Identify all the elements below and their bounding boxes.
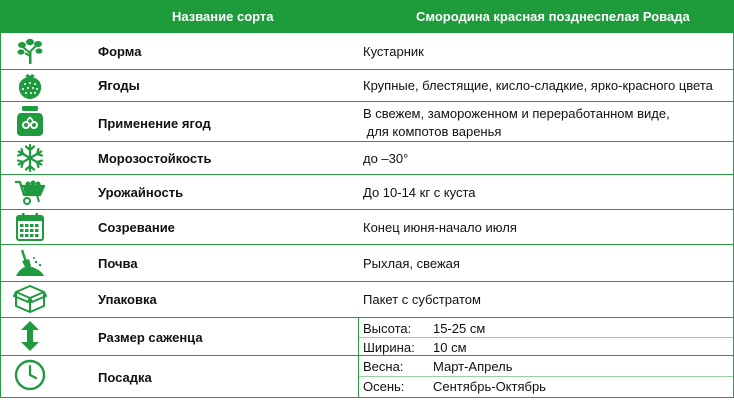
row-value: Рыхлая, свежая bbox=[363, 256, 460, 271]
row-value: Пакет с субстратом bbox=[363, 292, 481, 307]
row-label: Упаковка bbox=[98, 292, 157, 307]
row-value: Конец июня-начало июля bbox=[363, 220, 517, 235]
size-width-value: 10 см bbox=[433, 340, 467, 355]
row-label: Почва bbox=[98, 256, 138, 271]
row-value-line-1: В свежем, замороженном и переработанном виде, bbox=[363, 106, 670, 121]
table-row bbox=[0, 142, 734, 174]
table-header bbox=[0, 0, 734, 33]
row-label: Форма bbox=[98, 44, 142, 59]
table-row bbox=[0, 210, 734, 244]
calendar-icon bbox=[12, 212, 48, 242]
planting-autumn-label: Осень: bbox=[363, 379, 405, 394]
clock-icon bbox=[12, 360, 48, 390]
shovel-soil-icon bbox=[12, 248, 48, 278]
wheelbarrow-icon bbox=[12, 177, 48, 207]
jam-jar-icon bbox=[12, 106, 48, 136]
vertical-arrows-icon bbox=[12, 321, 48, 351]
row-label: Посадка bbox=[98, 370, 152, 385]
planting-spring-label: Весна: bbox=[363, 359, 404, 374]
table-row bbox=[0, 33, 734, 69]
row-value: До 10-14 кг с куста bbox=[363, 185, 476, 200]
table-row bbox=[0, 245, 734, 281]
row-value: Крупные, блестящие, кисло-сладкие, ярко-красного цвета bbox=[363, 78, 713, 93]
row-value: до –30° bbox=[363, 151, 409, 166]
row-label: Урожайность bbox=[98, 185, 184, 200]
row-value-line-2: для компотов варенья bbox=[363, 124, 502, 139]
header-variety-name: Название сорта bbox=[172, 9, 274, 24]
tree-icon bbox=[12, 36, 48, 66]
table-row bbox=[0, 175, 734, 209]
table-row bbox=[0, 102, 734, 141]
row-label: Ягоды bbox=[98, 78, 140, 93]
table-row bbox=[0, 282, 734, 317]
row-label: Применение ягод bbox=[98, 116, 211, 131]
package-box-icon bbox=[12, 284, 48, 314]
berry-icon bbox=[12, 71, 48, 101]
planting-spring-value: Март-Апрель bbox=[433, 359, 513, 374]
table-row bbox=[0, 70, 734, 101]
row-label: Созревание bbox=[98, 220, 175, 235]
row-label: Морозостойкость bbox=[98, 151, 212, 166]
snowflake-icon bbox=[12, 143, 48, 173]
planting-autumn-value: Сентябрь-Октябрь bbox=[433, 379, 546, 394]
size-height-label: Высота: bbox=[363, 321, 412, 336]
size-height-value: 15-25 см bbox=[433, 321, 486, 336]
row-value: Кустарник bbox=[363, 44, 424, 59]
row-label: Размер саженца bbox=[98, 330, 203, 345]
size-width-label: Ширина: bbox=[363, 340, 415, 355]
header-variety-title: Смородина красная позднеспелая Ровада bbox=[416, 9, 690, 24]
